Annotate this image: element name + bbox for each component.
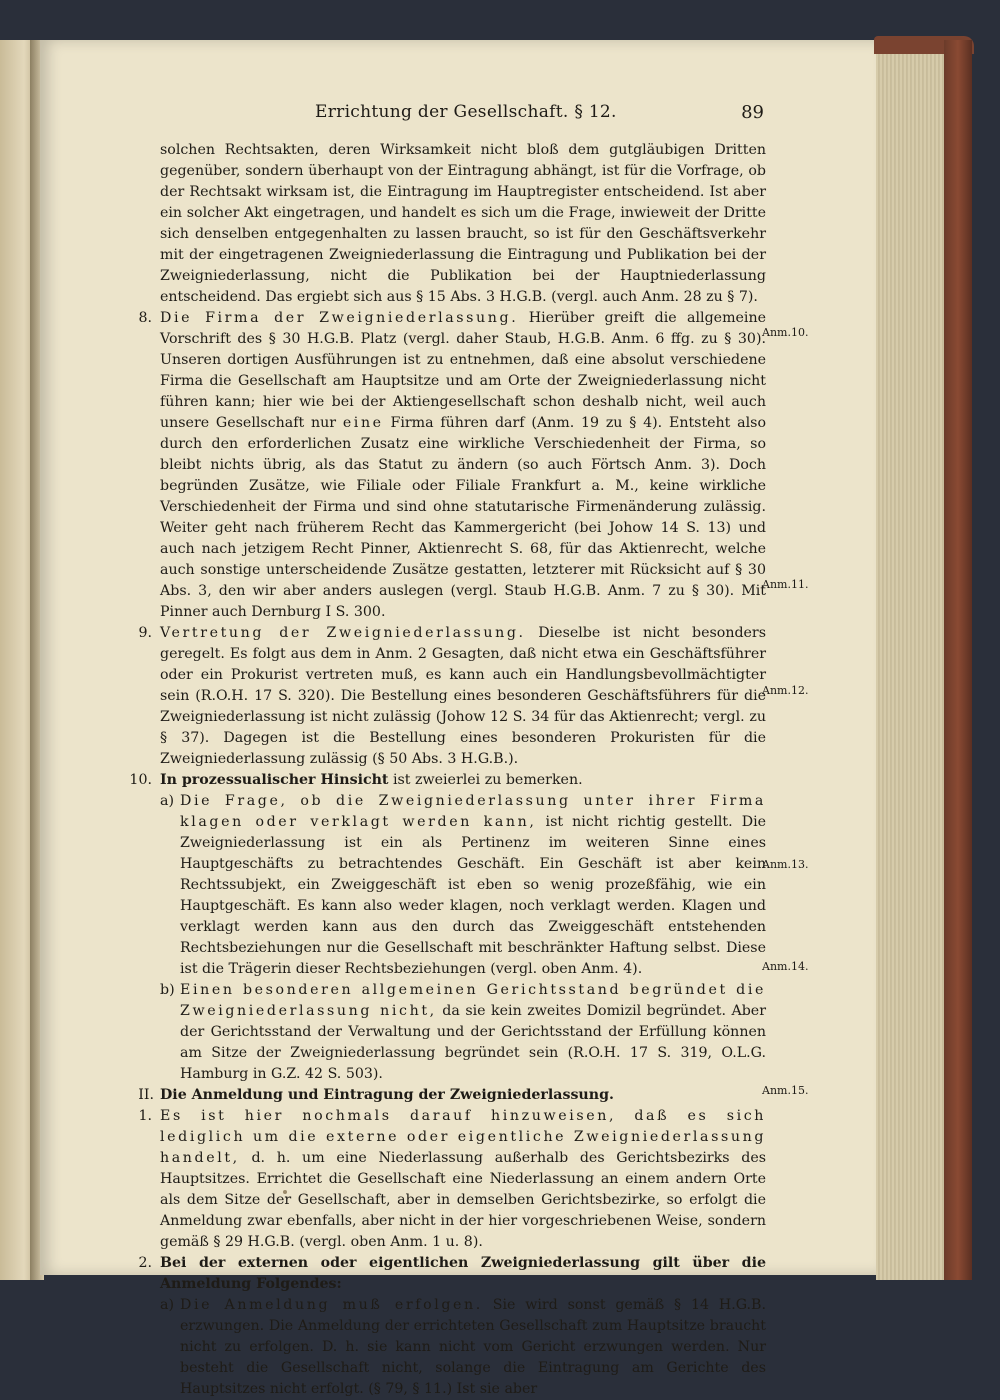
- page-number: 89: [741, 102, 764, 123]
- margin-note: Anm.10.: [762, 326, 809, 339]
- list-item-10: [129, 770, 767, 1085]
- subitem-label: a): [160, 793, 174, 809]
- subitem-a: [160, 1295, 766, 1400]
- item-text-continued: Firma führen darf (Anm. 19 zu § 4). Entsteht also durch den erforderlichen Zusatz eine wirkliche Verschiedenheit der Firma, so bleibt nichts übrig, als das Statut zu ändern (so auch Förtsch Anm. 3). Doch begründen Zusätze, wie Filiale oder Filiale Frankfurt a. M., keine wirkliche Verschiedenheit der Firma und sind ohne statutarische Firmenänderung zulässig. Weiter geht nach früherem Recht das Kammergericht (bei Johow 14 S. 13) und auch nach jetzigem Recht Pinner, Aktienrecht S. 68, für das Aktienrecht, welche auch sonstige unterscheidende Zusätze gestatten, letzterer mit Rücksicht auf § 30 Abs. 3, den wir aber anders auslegen (vergl. Staub H.G.B. Anm. 7 zu § 30). Mit Pinner auch Dernburg I S. 300.: [160, 415, 766, 620]
- subitem-label: a): [160, 1297, 174, 1313]
- section-title: Die Anmeldung und Eintragung der Zweigniederlassung.: [160, 1087, 614, 1103]
- subitem-text: Sie wird sonst gemäß § 14 H.G.B. erzwungen. Die Anmeldung der errichteten Gesellschaft zum Hauptsitze braucht nicht zu erfolgen. D. h. sie kann nicht vom Gericht erzwungen werden. Nur besteht die Gesellschaft nicht, solange die Eintragung am Gerichte des Hauptsitzes nicht erfolgt. (§ 79, § 11.) Ist sie aber: [180, 1297, 766, 1397]
- subitem-b: [160, 980, 766, 1085]
- item-text: Dieselbe ist nicht besonders geregelt. Es folgt aus dem in Anm. 2 Gesagten, daß nicht etwa ein Geschäftsführer oder ein Prokurist vertreten muß, es kann auch ein Handlungsbevollmächtigter sein (R.O.H. 17 S. 320). Die Bestellung eines besonderen Geschäftsführers für die Zweigniederlassung ist nicht zulässig (Johow 12 S. 34 für das Aktienrecht; vergl. zu § 37). Dagegen ist die Bestellung eines besonderen Prokuristen für die Zweigniederlassung zulässig (§ 50 Abs. 3 H.G.B.).: [160, 625, 766, 767]
- item-heading: Es ist hier nochmals darauf hinzuweisen, daß es sich lediglich um die externe oder eigentliche Zweigniederlassung handelt,: [160, 1108, 766, 1166]
- paragraph-intro: solchen Rechtsakten, deren Wirksamkeit nicht bloß dem gutgläubigen Dritten gegenüber, sondern überhaupt von der Eintragung abhängt, ist für die Vorfrage, ob der Rechtsakt wirksam ist, die Eintragung im Hauptregister entscheidend. Ist aber ein solcher Akt eingetragen, und handelt es sich um die Frage, inwieweit der Dritte sich denselben entgegenhalten zu lassen braucht, so ist für den Geschäftsverkehr mit der eingetragenen Zweigniederlassung die Eintragung und Publikation bei der Zweigniederlassung, nicht die Publikation bei der Hauptniederlassung entscheidend. Das ergiebt sich aus § 15 Abs. 3 H.G.B. (vergl. auch Anm. 28 zu § 7).: [160, 142, 766, 305]
- item-text: d. h. um eine Niederlassung außerhalb des Gerichtsbezirks des Hauptsitzes. Errichtet die Gesellschaft eine Niederlassung an einem andern Orte als dem Sitze der Gesellschaft, aber in demselben Gerichtsbezirke, so erfolgt die Anmeldung zwar ebenfalls, aber nicht in der hier vorgeschriebenen Weise, sondern gemäß § 29 H.G.B. (vergl. oben Anm. 1 u. 8).: [160, 1150, 766, 1250]
- subitem-heading: Die Anmeldung muß erfolgen.: [180, 1297, 483, 1313]
- section2-item-1: [138, 1106, 766, 1253]
- item-heading: Vertretung der Zweigniederlassung.: [160, 625, 526, 641]
- item-number: 10.: [129, 772, 152, 788]
- subitem-a: [160, 791, 766, 980]
- item-number: 2.: [138, 1255, 152, 1271]
- item-number: 9.: [138, 625, 152, 641]
- list-item-8: [138, 308, 766, 623]
- item-heading: Bei der externen oder eigentlichen Zweigniederlassung gilt über die Anmeldung Folgendes:: [160, 1255, 766, 1292]
- page-edges: [876, 48, 948, 1280]
- list-item-9: [138, 623, 766, 770]
- subitem-label: b): [160, 982, 175, 998]
- section-heading-II: [138, 1085, 766, 1106]
- item-number: 1.: [138, 1108, 152, 1124]
- margin-note: Anm.13.: [762, 858, 809, 871]
- item-text: ist zweierlei zu bemerken.: [388, 772, 583, 788]
- subitem-heading: Die Frage, ob die Zweigniederlassung unter ihrer Firma klagen oder verklagt werden kann,: [180, 793, 766, 830]
- item-text: Hierüber greift die allgemeine Vorschrift des § 30 H.G.B. Platz (vergl. daher Staub, H.G.B. Anm. 6 ffg. zu § 30). Unseren dortigen Ausführungen ist zu entnehmen, daß eine absolut verschiedene Firma die Gesellschaft am Hauptsitze und am Orte der Zweigniederlassung nicht führen kann; hier wie bei der Aktiengesellschaft schon deshalb nicht, weil auch unsere Gesellschaft nur: [160, 310, 766, 431]
- section-number: II.: [138, 1087, 154, 1103]
- margin-note: Anm.15.: [762, 1084, 809, 1097]
- running-header: [120, 102, 780, 128]
- subitem-text: da sie kein zweites Domizil begründet. Aber der Gerichtsstand der Verwaltung und der Gerichtsstand der Erfüllung können am Sitze der Zweigniederlassung begründet sein (R.O.H. 17 S. 319, O.L.G. Hamburg in G.Z. 42 S. 503).: [180, 1003, 766, 1082]
- subitem-heading: Einen besonderen allgemeinen Gerichtsstand begründet die Zweigniederlassung nicht,: [180, 982, 766, 1019]
- section2-item-2: [138, 1253, 766, 1400]
- running-title: Errichtung der Gesellschaft. § 12.: [315, 102, 617, 122]
- margin-note: Anm.14.: [762, 960, 809, 973]
- item-emphasis: eine: [342, 415, 384, 431]
- page-body: [129, 140, 767, 1400]
- margin-note: Anm.11.: [762, 578, 809, 591]
- item-heading: Die Firma der Zweigniederlassung.: [160, 310, 519, 326]
- book-cover-edge: [944, 40, 972, 1280]
- subitem-text: ist nicht richtig gestellt. Die Zweigniederlassung ist ein als Pertinenz im weiteren Sinne eines Hauptgeschäfts zu betrachtendes Geschäft. Ein Geschäft ist aber kein Rechtssubjekt, ein Zweiggeschäft ist eben so wenig prozeßfähig, wie ein Hauptgeschäft. Es kann also weder klagen, noch verklagt werden. Klagen und verklagt werden kann aus den durch das Zweiggeschäft entstehenden Rechtsbeziehungen nur die Gesellschaft mit beschränkter Haftung selbst. Diese ist die Trägerin dieser Rechtsbeziehungen (vergl. oben Anm. 4).: [180, 814, 767, 977]
- item-heading: In prozessualischer Hinsicht: [160, 772, 389, 788]
- item-number: 8.: [138, 310, 152, 326]
- margin-note: Anm.12.: [762, 684, 809, 697]
